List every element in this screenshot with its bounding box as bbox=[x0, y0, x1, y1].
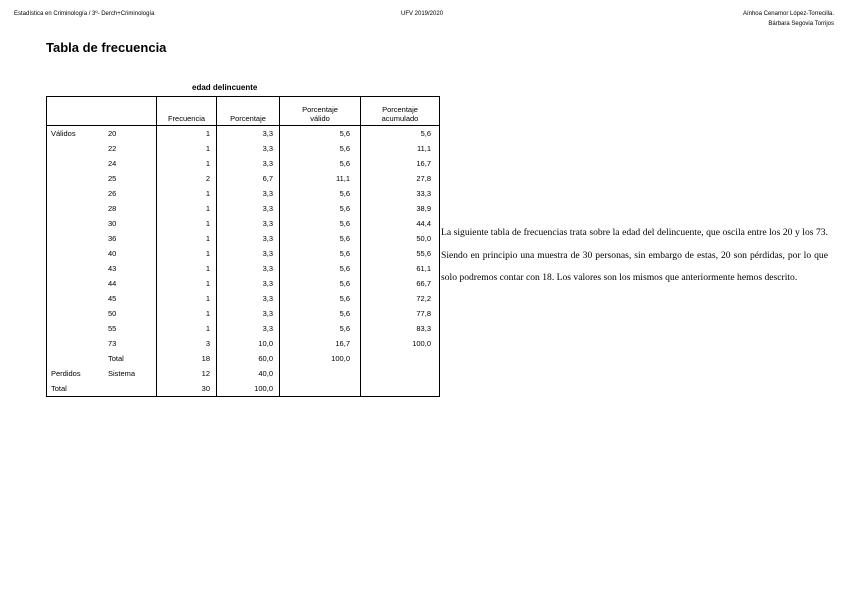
row-label: 36 bbox=[108, 234, 117, 243]
row-label: 26 bbox=[108, 189, 117, 198]
cell-frecuencia: 1 bbox=[157, 156, 217, 171]
row-label: Sistema bbox=[108, 369, 136, 378]
cell-porcentaje: 3,3 bbox=[217, 291, 280, 306]
cell-porcentaje-acumulado: 72,2 bbox=[361, 291, 440, 306]
cell-frecuencia: 1 bbox=[157, 216, 217, 231]
table-row bbox=[47, 231, 440, 246]
cell-porcentaje-valido bbox=[280, 381, 361, 397]
cell-frecuencia: 1 bbox=[157, 306, 217, 321]
table-row bbox=[47, 381, 440, 397]
row-group bbox=[47, 186, 105, 201]
cell-frecuencia: 2 bbox=[157, 171, 217, 186]
row-group bbox=[47, 291, 105, 306]
cell-porcentaje-acumulado: 50,0 bbox=[361, 231, 440, 246]
cell-frecuencia: 1 bbox=[157, 231, 217, 246]
cell-porcentaje-valido: 5,6 bbox=[280, 126, 361, 142]
cell-porcentaje: 3,3 bbox=[217, 276, 280, 291]
cell-porcentaje-valido: 5,6 bbox=[280, 321, 361, 336]
table-body bbox=[47, 126, 440, 397]
cell-porcentaje-valido: 5,6 bbox=[280, 141, 361, 156]
header-porcentaje-acumulado-l1: Porcentaje bbox=[382, 105, 418, 114]
cell-porcentaje-acumulado bbox=[361, 381, 440, 397]
table-row bbox=[47, 171, 440, 186]
row-group bbox=[47, 351, 105, 366]
table-row bbox=[47, 291, 440, 306]
header-porcentaje-valido-l2: válido bbox=[310, 114, 330, 123]
cell-porcentaje-acumulado: 83,3 bbox=[361, 321, 440, 336]
cell-frecuencia: 3 bbox=[157, 336, 217, 351]
cell-frecuencia: 1 bbox=[157, 186, 217, 201]
table-row bbox=[47, 306, 440, 321]
table-row bbox=[47, 246, 440, 261]
cell-porcentaje: 10,0 bbox=[217, 336, 280, 351]
cell-porcentaje-valido: 5,6 bbox=[280, 231, 361, 246]
cell-porcentaje-acumulado: 33,3 bbox=[361, 186, 440, 201]
cell-porcentaje: 3,3 bbox=[217, 216, 280, 231]
cell-porcentaje-valido: 5,6 bbox=[280, 156, 361, 171]
row-group bbox=[47, 276, 105, 291]
row-group bbox=[47, 321, 105, 336]
row-group bbox=[47, 261, 105, 276]
row-label: 55 bbox=[108, 324, 117, 333]
cell-porcentaje-acumulado bbox=[361, 351, 440, 366]
cell-porcentaje-valido bbox=[280, 366, 361, 381]
cell-frecuencia: 1 bbox=[157, 126, 217, 142]
row-group: Total bbox=[51, 384, 67, 393]
row-label: 25 bbox=[108, 174, 117, 183]
header-empty-2 bbox=[104, 97, 157, 126]
cell-frecuencia: 1 bbox=[157, 201, 217, 216]
cell-porcentaje-valido: 5,6 bbox=[280, 201, 361, 216]
page-title: Tabla de frecuencia bbox=[46, 40, 167, 55]
row-label: Total bbox=[108, 354, 124, 363]
row-label: 28 bbox=[108, 204, 117, 213]
cell-frecuencia: 1 bbox=[157, 141, 217, 156]
header-porcentaje-valido-l1: Porcentaje bbox=[302, 105, 338, 114]
row-label: 40 bbox=[108, 249, 117, 258]
table-header-row bbox=[47, 97, 440, 126]
row-label: 30 bbox=[108, 219, 117, 228]
table-row bbox=[47, 321, 440, 336]
table-row bbox=[47, 276, 440, 291]
header-author-1: Aínhoa Cenamor López-Torrecilla. bbox=[742, 11, 834, 17]
cell-porcentaje: 3,3 bbox=[217, 231, 280, 246]
cell-porcentaje-valido: 5,6 bbox=[280, 261, 361, 276]
cell-porcentaje: 3,3 bbox=[217, 261, 280, 276]
cell-porcentaje: 60,0 bbox=[217, 351, 280, 366]
row-group bbox=[47, 231, 105, 246]
cell-porcentaje: 6,7 bbox=[217, 171, 280, 186]
row-group bbox=[47, 246, 105, 261]
cell-porcentaje-acumulado: 11,1 bbox=[361, 141, 440, 156]
row-group: Válidos bbox=[51, 129, 76, 138]
row-label: 45 bbox=[108, 294, 117, 303]
header-porcentaje-acumulado bbox=[361, 97, 440, 126]
table-row bbox=[47, 156, 440, 171]
cell-porcentaje-acumulado: 55,6 bbox=[361, 246, 440, 261]
row-label: 24 bbox=[108, 159, 117, 168]
header-empty-1 bbox=[47, 97, 105, 126]
cell-frecuencia: 1 bbox=[157, 246, 217, 261]
row-label: 73 bbox=[108, 339, 117, 348]
table-row bbox=[47, 126, 440, 142]
cell-porcentaje-acumulado: 27,8 bbox=[361, 171, 440, 186]
cell-frecuencia: 1 bbox=[157, 321, 217, 336]
cell-porcentaje-valido: 5,6 bbox=[280, 216, 361, 231]
cell-porcentaje-acumulado: 5,6 bbox=[361, 126, 440, 142]
table-caption: edad delincuente bbox=[192, 83, 258, 92]
table-row bbox=[47, 201, 440, 216]
cell-porcentaje: 3,3 bbox=[217, 246, 280, 261]
cell-porcentaje-valido: 100,0 bbox=[280, 351, 361, 366]
cell-porcentaje-valido: 5,6 bbox=[280, 246, 361, 261]
row-group: Perdidos bbox=[51, 369, 81, 378]
row-label: 43 bbox=[108, 264, 117, 273]
cell-porcentaje-valido: 11,1 bbox=[280, 171, 361, 186]
cell-frecuencia: 12 bbox=[157, 366, 217, 381]
row-group bbox=[47, 306, 105, 321]
header-porcentaje: Porcentaje bbox=[217, 97, 280, 126]
row-label bbox=[104, 381, 157, 397]
table-row bbox=[47, 336, 440, 351]
row-label: 20 bbox=[108, 129, 117, 138]
cell-porcentaje-acumulado: 61,1 bbox=[361, 261, 440, 276]
cell-porcentaje: 3,3 bbox=[217, 156, 280, 171]
header-course: Estadística en Criminología / 3º- Derch+Criminología bbox=[14, 11, 155, 17]
table-row bbox=[47, 216, 440, 231]
row-group bbox=[47, 141, 105, 156]
cell-porcentaje-acumulado: 77,8 bbox=[361, 306, 440, 321]
cell-porcentaje-acumulado: 16,7 bbox=[361, 156, 440, 171]
row-group bbox=[47, 201, 105, 216]
header-authors bbox=[743, 9, 834, 29]
header-author-2: Bárbara Segovia Torrijos bbox=[768, 21, 834, 27]
header-porcentaje-valido bbox=[280, 97, 361, 126]
header-frecuencia: Frecuencia bbox=[157, 97, 217, 126]
cell-porcentaje: 3,3 bbox=[217, 306, 280, 321]
table-row bbox=[47, 351, 440, 366]
cell-porcentaje-acumulado: 66,7 bbox=[361, 276, 440, 291]
cell-frecuencia: 1 bbox=[157, 261, 217, 276]
table-row bbox=[47, 141, 440, 156]
cell-porcentaje: 3,3 bbox=[217, 141, 280, 156]
table-row bbox=[47, 261, 440, 276]
cell-porcentaje-valido: 5,6 bbox=[280, 186, 361, 201]
row-group bbox=[47, 216, 105, 231]
cell-frecuencia: 1 bbox=[157, 276, 217, 291]
cell-frecuencia: 18 bbox=[157, 351, 217, 366]
cell-porcentaje: 3,3 bbox=[217, 321, 280, 336]
frequency-table bbox=[46, 96, 440, 397]
cell-porcentaje-valido: 16,7 bbox=[280, 336, 361, 351]
cell-porcentaje-acumulado: 100,0 bbox=[361, 336, 440, 351]
row-group bbox=[47, 336, 105, 351]
cell-porcentaje: 3,3 bbox=[217, 126, 280, 142]
row-label: 50 bbox=[108, 309, 117, 318]
cell-porcentaje-acumulado: 38,9 bbox=[361, 201, 440, 216]
cell-porcentaje: 100,0 bbox=[217, 381, 280, 397]
cell-porcentaje-acumulado: 44,4 bbox=[361, 216, 440, 231]
cell-porcentaje: 3,3 bbox=[217, 186, 280, 201]
cell-porcentaje: 3,3 bbox=[217, 201, 280, 216]
row-label: 22 bbox=[108, 144, 117, 153]
cell-frecuencia: 30 bbox=[157, 381, 217, 397]
cell-porcentaje-valido: 5,6 bbox=[280, 306, 361, 321]
row-group bbox=[47, 171, 105, 186]
cell-porcentaje-acumulado bbox=[361, 366, 440, 381]
header-porcentaje-acumulado-l2: acumulado bbox=[381, 114, 419, 123]
table-row bbox=[47, 186, 440, 201]
header-university: UFV 2019/2020 bbox=[401, 11, 444, 17]
cell-porcentaje: 40,0 bbox=[217, 366, 280, 381]
cell-porcentaje-valido: 5,6 bbox=[280, 291, 361, 306]
cell-porcentaje-valido: 5,6 bbox=[280, 276, 361, 291]
cell-frecuencia: 1 bbox=[157, 291, 217, 306]
row-group bbox=[47, 156, 105, 171]
table-row bbox=[47, 366, 440, 381]
row-label: 44 bbox=[108, 279, 117, 288]
description-paragraph: La siguiente tabla de frecuencias trata sobre la edad del delincuente, que oscila entre los 20 y los 73. Siendo en principio una muestra de 30 personas, sin embargo de estas, 20 son pérdidas, por lo que solo podremos contar con 18. Los valores son los mismos que anteriormente hemos descrito. bbox=[441, 227, 828, 284]
